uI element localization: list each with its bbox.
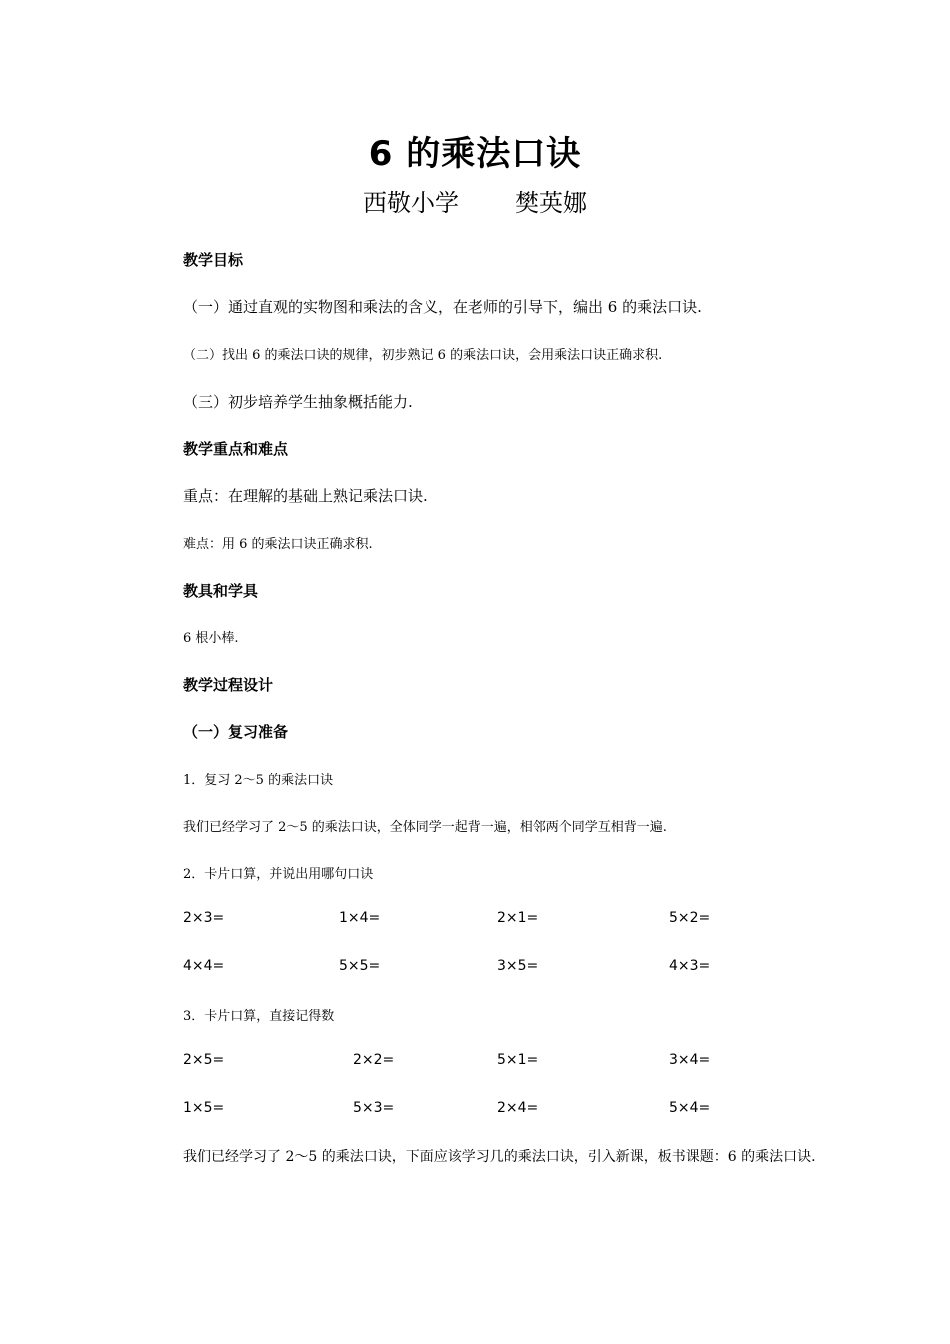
calc-item: 2×5= — [183, 1052, 225, 1068]
calc-item: 4×4= — [183, 958, 225, 974]
step-3-title: 3．卡片口算，直接记得数 — [183, 1009, 335, 1024]
calc-item: 5×3= — [353, 1100, 395, 1116]
calc-item: 5×4= — [669, 1100, 711, 1116]
step-1-text: 我们已经学习了 2～5 的乘法口诀，全体同学一起背一遍，相邻两个同学互相背一遍. — [183, 820, 667, 835]
goals-heading: 教学目标 — [183, 251, 244, 269]
calc-item: 2×1= — [497, 910, 539, 926]
calc-item: 2×3= — [183, 910, 225, 926]
calc-item: 1×4= — [339, 910, 381, 926]
focus-text: 重点：在理解的基础上熟记乘法口诀. — [183, 487, 428, 505]
closing-paragraph: 我们已经学习了 2～5 的乘法口诀，下面应该学习几的乘法口诀，引入新课，板书课题：6 的乘法口诀. — [183, 1149, 816, 1165]
tools-text: 6 根小棒. — [183, 631, 239, 646]
goal-item-3: （三）初步培养学生抽象概括能力. — [183, 393, 413, 411]
calc-item: 5×5= — [339, 958, 381, 974]
document-title: 6 的乘法口诀 — [368, 134, 582, 174]
difficulty-text: 难点：用 6 的乘法口诀正确求积. — [183, 537, 373, 552]
tools-heading: 教具和学具 — [183, 582, 259, 600]
author-name: 樊英娜 — [515, 189, 587, 217]
calc-item: 4×3= — [669, 958, 711, 974]
calc-item: 5×1= — [497, 1052, 539, 1068]
key-points-heading: 教学重点和难点 — [183, 440, 289, 458]
process-heading: 教学过程设计 — [183, 676, 274, 694]
calc-item: 1×5= — [183, 1100, 225, 1116]
calc-item: 2×4= — [497, 1100, 539, 1116]
step-2-title: 2．卡片口算，并说出用哪句口诀 — [183, 867, 374, 882]
calc-item: 2×2= — [353, 1052, 395, 1068]
calc-item: 3×5= — [497, 958, 539, 974]
goal-item-2: （二）找出 6 的乘法口诀的规律，初步熟记 6 的乘法口诀，会用乘法口诀正确求积. — [183, 348, 663, 363]
school-name: 西敬小学 — [363, 189, 459, 217]
review-subheading: （一）复习准备 — [183, 723, 289, 741]
calc-item: 5×2= — [669, 910, 711, 926]
calc-item: 3×4= — [669, 1052, 711, 1068]
step-1-title: 1．复习 2～5 的乘法口诀 — [183, 773, 334, 788]
document-byline — [0, 183, 950, 218]
goal-item-1: （一）通过直观的实物图和乘法的含义，在老师的引导下，编出 6 的乘法口诀. — [183, 298, 702, 316]
